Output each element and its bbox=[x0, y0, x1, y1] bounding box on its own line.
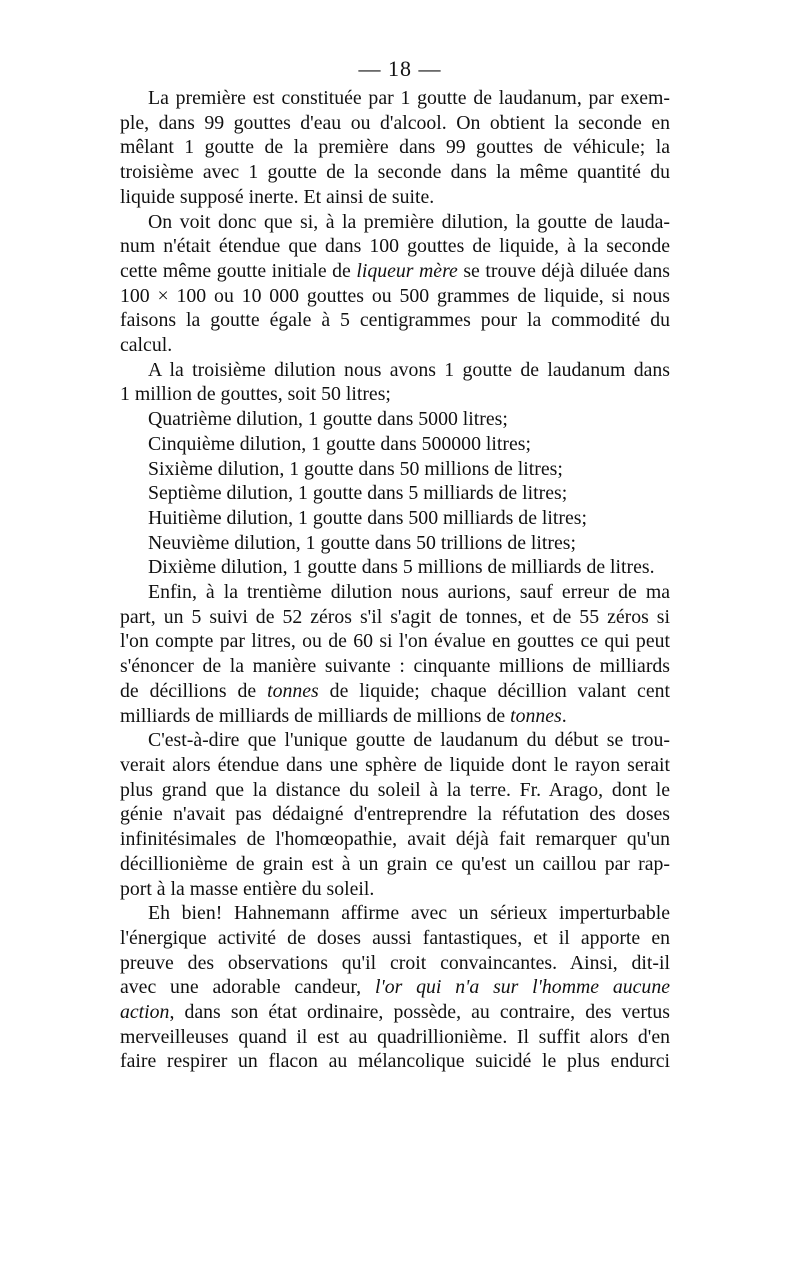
text-line: part, un 5 suivi de 52 zéros s'il s'agit de tonnes, et de 55 zéros si bbox=[120, 605, 670, 628]
text-line: faisons la goutte égale à 5 centigrammes pour la commodité du bbox=[120, 309, 670, 332]
text-line: On voit donc que si, à la première dilution, la goutte de lauda- bbox=[148, 210, 670, 233]
text-line: l'énergique activité de doses aussi fantastiques, et il apporte en bbox=[120, 926, 670, 949]
text-line bbox=[120, 704, 670, 729]
text-segment: . bbox=[561, 704, 567, 727]
text-line: 100 × 100 ou 10 000 gouttes ou 500 grammes de liquide, si nous bbox=[120, 284, 670, 307]
text-line: A la troisième dilution nous avons 1 goutte de laudanum dans bbox=[148, 358, 670, 381]
text-line: verait alors étendue dans une sphère de liquide dont le rayon serait bbox=[120, 753, 670, 776]
text-segment: de liquide; chaque décillion valant cent bbox=[318, 679, 670, 702]
text-line bbox=[120, 1000, 670, 1025]
italic-text: tonnes bbox=[510, 704, 562, 727]
italic-text: l'or qui n'a sur l'homme aucune bbox=[374, 976, 670, 999]
text-line bbox=[120, 975, 670, 1000]
text-segment: , dans son état ordinaire, possède, au contraire, des vertus bbox=[169, 1001, 670, 1024]
body-text bbox=[120, 86, 670, 1074]
text-line: 1 million de gouttes, soit 50 litres; bbox=[120, 383, 391, 406]
text-line: troisième avec 1 goutte de la seconde dans la même quantité du bbox=[120, 161, 670, 184]
text-line: num n'était étendue que dans 100 gouttes de liquide, à la seconde bbox=[120, 235, 670, 258]
text-line: Huitième dilution, 1 goutte dans 500 milliards de litres; bbox=[148, 506, 587, 529]
text-line: Eh bien! Hahnemann affirme avec un sérieux imperturbable bbox=[148, 902, 670, 925]
text-line: C'est-à-dire que l'unique goutte de laudanum du début se trou- bbox=[148, 729, 670, 752]
text-line: ple, dans 99 gouttes d'eau ou d'alcool. On obtient la seconde en bbox=[120, 111, 670, 134]
text-segment: avec une adorable candeur, bbox=[120, 976, 375, 999]
text-line: infinitésimales de l'homœopathie, avait déjà fait remarquer qu'un bbox=[120, 828, 670, 851]
text-segment: se trouve déjà diluée dans bbox=[457, 259, 671, 282]
text-line: Sixième dilution, 1 goutte dans 50 millions de litres; bbox=[148, 457, 563, 480]
text-line: mêlant 1 goutte de la première dans 99 gouttes de véhicule; la bbox=[120, 136, 670, 159]
text-line: liquide supposé inerte. Et ainsi de suite. bbox=[120, 185, 435, 208]
text-line: décillionième de grain est à un grain ce qu'est un caillou par rap- bbox=[120, 852, 670, 875]
text-line bbox=[120, 259, 670, 284]
text-segment: cette même goutte initiale de bbox=[120, 259, 357, 282]
text-line: Dixième dilution, 1 goutte dans 5 millions de milliards de litres. bbox=[148, 556, 655, 579]
italic-text: action bbox=[120, 1001, 170, 1024]
text-segment: de décillions de bbox=[120, 679, 268, 702]
text-line: plus grand que la distance du soleil à la terre. Fr. Arago, dont le bbox=[120, 778, 670, 801]
text-line: calcul. bbox=[120, 334, 173, 357]
text-line: Neuvième dilution, 1 goutte dans 50 trillions de litres; bbox=[148, 531, 576, 554]
text-line: faire respirer un flacon au mélancolique suicidé le plus endurci bbox=[120, 1050, 670, 1073]
text-line: Quatrième dilution, 1 goutte dans 5000 litres; bbox=[148, 408, 508, 431]
text-line: Septième dilution, 1 goutte dans 5 milliards de litres; bbox=[148, 482, 568, 505]
text-line: Enfin, à la trentième dilution nous aurions, sauf erreur de ma bbox=[148, 581, 670, 604]
text-line: l'on compte par litres, ou de 60 si l'on évalue en gouttes ce qui peut bbox=[120, 630, 670, 653]
text-line bbox=[120, 679, 670, 704]
text-line: La première est constituée par 1 goutte de laudanum, par exem- bbox=[148, 87, 670, 109]
text-line: port à la masse entière du soleil. bbox=[120, 877, 375, 900]
italic-text: tonnes bbox=[267, 679, 319, 702]
text-line: Cinquième dilution, 1 goutte dans 500000 litres; bbox=[148, 432, 531, 455]
page-number: — 18 — bbox=[358, 56, 442, 81]
italic-text: liqueur mère bbox=[356, 259, 458, 282]
text-segment: milliards de milliards de milliards de millions de bbox=[120, 704, 511, 727]
text-line: merveilleuses quand il est au quadrillionième. Il suffit alors d'en bbox=[120, 1025, 670, 1048]
text-line: s'énoncer de la manière suivante : cinquante millions de milliards bbox=[120, 655, 670, 678]
text-line: génie n'avait pas dédaigné d'entreprendre la réfutation des doses bbox=[120, 803, 670, 826]
text-line: preuve des observations qu'il croit convaincantes. Ainsi, dit-il bbox=[120, 951, 670, 974]
